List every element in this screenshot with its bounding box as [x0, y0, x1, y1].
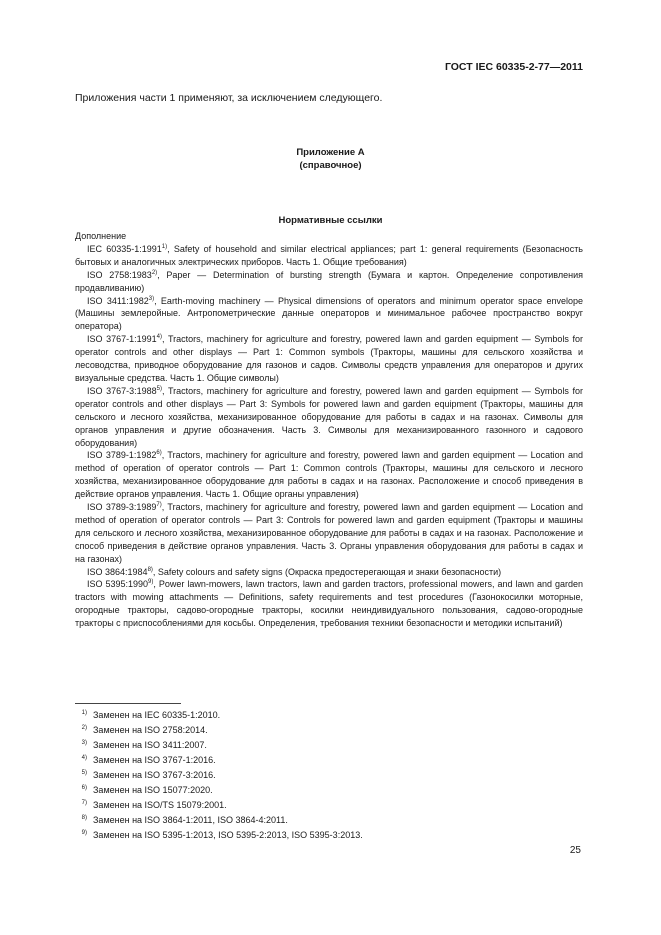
footnote: $^{1)}$ Заменен на IEC 60335-1:2010. [81, 710, 221, 720]
reference-item [75, 243, 583, 269]
reference-code: ISO 3767-1:1991 [87, 334, 157, 345]
footnote-marker: 3) [148, 295, 155, 302]
reference-code: ISO 2758:1983 [87, 269, 152, 280]
reference-item [75, 566, 583, 579]
footnote-marker: 1) [161, 243, 168, 250]
reference-text: , Tractors, machinery for agriculture and forestry, powered lawn and garden equipment — Location and method of operation of operator controls — Part 1: Common controls (Тракторы, машины для сельского и лесного хозяйства, механизированное оборудование для работы в садах и на газонах. Расположение и способ приведения в действие органов управления. Часть 1. Общие органы управления) [75, 450, 583, 500]
footnote-marker: 6) [156, 450, 162, 457]
supplement-label: Дополнение [75, 231, 127, 241]
reference-text: , Power lawn-mowers, lawn tractors, lawn and garden tractors, professional mowers, and lawn and garden tractors with mowing attachments — Definitions, safety requirements and test procedures (Газонокосилки моторные, огородные тракторы, садово-огородные тракторы, косилки неиндивидуального пользования, садово-огородные тракторы с приспособлениями для косьбы. Определения, требования техники безопасности и методики испытаний) [75, 579, 583, 629]
annex-title: Приложение А [296, 147, 365, 158]
reference-code: ISO 3789-1:1982 [87, 450, 157, 461]
footnote-marker: 4) [156, 334, 162, 341]
footnote-text: Заменен на ISO/TS 15079:2001. [93, 800, 227, 810]
annex-heading [0, 146, 661, 172]
footnote-text: Заменен на ISO 5395-1:2013, ISO 5395-2:2013, ISO 5395-3:2013. [93, 830, 363, 840]
reference-code: ISO 5395:1990 [87, 579, 149, 590]
reference-item [75, 269, 583, 295]
document-header: ГОСТ IEC 60335-2-77—2011 [444, 61, 583, 73]
page-number: 25 [569, 845, 581, 856]
footnote-marker: 8) [147, 566, 153, 573]
footnote-marker: 5) [156, 385, 162, 392]
footnote-marker: 9) [148, 579, 154, 586]
reference-text: , Safety colours and safety signs (Окраска предостерегающая и знаки безопасности) [152, 566, 502, 577]
reference-item [75, 295, 583, 334]
reference-item [75, 578, 583, 630]
reference-text: , Tractors, machinery for agriculture and forestry, powered lawn and garden equipment — Symbols for operator controls and other displays — Part 1: Common symbols (Тракторы, машины для сельского хозяйства и лесоводства, приводное оборудование для газонов и садов. Символы средств управления для операторов и других визуальные средства. Часть 1. Общие символы) [75, 334, 583, 383]
footnote-text: Заменен на IEC 60335-1:2010. [93, 710, 221, 720]
footnote-text: Заменен на ISO 15077:2020. [93, 785, 213, 795]
footnote-separator [75, 703, 181, 704]
reference-text: , Earth-moving machinery — Physical dimensions of operators and minimum operator space envelope (Машины землеройные. Антропометрические данные операторов и минимальное рабочее пространство вокруг оператора) [75, 295, 583, 332]
reference-text: , Tractors, machinery for agriculture and forestry, powered lawn and garden equipment — Symbols for operator controls and other displays — Part 3: Symbols for powered lawn and garden equipment (Тракторы, машины для сельского и лесного хозяйства, механизированное оборудование для работы в садах и на газонах. Символы для органов управления и другие обозначения. Часть 3. Символы для механизированного газонного и садового оборудования) [75, 385, 583, 448]
footnote: $^{3)}$ Заменен на ISO 3411:2007. [81, 740, 207, 750]
intro-text: Приложения части 1 применяют, за исключением следующего. [75, 92, 383, 104]
footnote: $^{8)}$ Заменен на ISO 3864-1:2011, ISO 3864-4:2011. [81, 815, 288, 825]
footnote: $^{4)}$ Заменен на ISO 3767-1:2016. [81, 755, 216, 765]
footnote: $^{5)}$ Заменен на ISO 3767-3:2016. [81, 770, 216, 780]
reference-item [75, 449, 583, 501]
footnote: $^{9)}$ Заменен на ISO 5395-1:2013, ISO 5395-2:2013, ISO 5395-3:2013. [81, 830, 363, 840]
reference-text: , Paper — Determination of bursting strength (Бумага и картон. Определение сопротивления продавливанию) [75, 269, 583, 293]
footnote-text: Заменен на ISO 3411:2007. [93, 740, 207, 750]
footnote: $^{2)}$ Заменен на ISO 2758:2014. [81, 725, 208, 735]
footnote: $^{6)}$ Заменен на ISO 15077:2020. [81, 785, 213, 795]
footnote-text: Заменен на ISO 2758:2014. [93, 725, 208, 735]
reference-item [75, 501, 583, 566]
reference-code: ISO 3789-3:1989 [87, 502, 157, 513]
reference-code: IEC 60335-1:1991 [87, 243, 162, 254]
footnote-text: Заменен на ISO 3864-1:2011, ISO 3864-4:2011. [93, 815, 288, 825]
reference-code: ISO 3411:1982 [87, 295, 149, 306]
reference-list [75, 243, 583, 630]
reference-text: , Tractors, machinery for agriculture and forestry, powered lawn and garden equipment — Location and method of operation of operator controls — Part 3: Controls for powered lawn and garden equipment (Тракторы и машины для сельского и лесного хозяйства, механизированное оборудование для работы в садах и на газонах. Расположение и способ приведения в действие органов управления. Часть 3. Органы управления оборудования для работы в садах и на газонах) [75, 502, 583, 564]
reference-code: ISO 3767-3:1988 [87, 385, 157, 396]
annex-subtitle: (справочное) [299, 160, 362, 171]
references-body [75, 230, 583, 630]
reference-item [75, 385, 583, 450]
footnote-marker: 7) [156, 502, 162, 509]
footnote-marker: 2) [151, 269, 158, 276]
footnote-text: Заменен на ISO 3767-3:2016. [93, 770, 216, 780]
reference-item [75, 333, 583, 385]
reference-code: ISO 3864:1984 [87, 566, 148, 577]
footnote-text: Заменен на ISO 3767-1:2016. [93, 755, 216, 765]
references-title: Нормативные ссылки [278, 215, 383, 226]
footnote: $^{7)}$ Заменен на ISO/TS 15079:2001. [81, 800, 227, 810]
reference-text: , Safety of household and similar electrical appliances; part 1: general requirements (Безопасность бытовых и аналогичных электрических приборов. Часть 1. Общие требования) [75, 243, 584, 267]
